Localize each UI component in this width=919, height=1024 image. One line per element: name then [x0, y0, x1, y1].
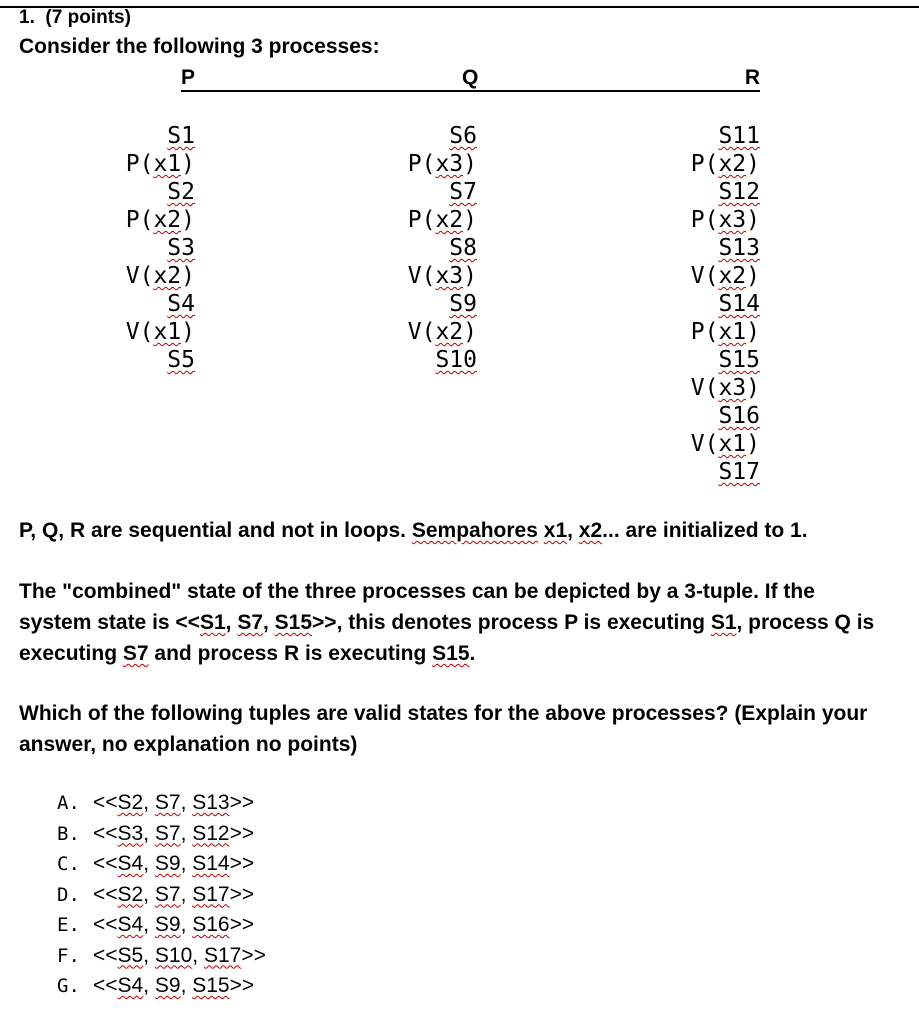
separator: , — [180, 882, 193, 906]
semaphore: x3 — [718, 207, 747, 233]
statement: S9 — [154, 974, 181, 997]
question-points: (7 points) — [45, 7, 131, 28]
option-c — [57, 849, 266, 880]
statement: S4 — [117, 974, 144, 997]
option-letter: C. — [57, 853, 80, 875]
statement: S10 — [435, 347, 477, 373]
statement: S16 — [718, 403, 760, 429]
statement: S5 — [117, 943, 144, 967]
tuple-open: << — [93, 943, 118, 967]
statement: S17 — [192, 882, 230, 906]
tuple-close: >> — [241, 943, 266, 967]
statement: S7 — [449, 179, 477, 205]
paragraph-which-tuples: Which of the following tuples are valid states for the above processes? (Explain your answer, no explanation no points) — [19, 702, 868, 756]
option-f — [57, 941, 266, 972]
statement: S8 — [449, 235, 477, 261]
semaphore: x2 — [578, 519, 603, 542]
semaphore: x2 — [435, 207, 464, 233]
statement: S2 — [117, 882, 144, 906]
semaphore: x2 — [153, 207, 182, 233]
question-number: 1. — [19, 7, 35, 28]
text-run: , — [263, 611, 275, 634]
statement: S7 — [237, 611, 263, 634]
question-header — [19, 6, 131, 30]
tuple-open: << — [93, 913, 118, 936]
statement: S12 — [718, 179, 760, 205]
statement: S15 — [274, 611, 313, 634]
options-list — [57, 788, 266, 1002]
separator: , — [180, 974, 193, 997]
option-letter: E. — [57, 914, 80, 936]
process-name-p: P — [181, 66, 196, 89]
statement: S3 — [117, 821, 144, 845]
process-name-r: R — [744, 66, 760, 89]
statement: S14 — [718, 291, 760, 317]
statement: S4 — [117, 913, 144, 936]
text-run: . — [469, 642, 476, 665]
statement: S13 — [192, 791, 230, 814]
text-run: , — [567, 519, 579, 542]
separator: , — [180, 852, 193, 875]
statement: S9 — [449, 291, 477, 317]
separator: , — [180, 791, 193, 814]
separator: , — [143, 943, 155, 967]
statement: S1 — [167, 123, 195, 149]
question-title: Consider the following 3 processes: — [19, 35, 380, 58]
semaphore: x2 — [153, 263, 182, 289]
text-run: and process R is executing — [148, 642, 433, 665]
separator: , — [180, 913, 193, 936]
semaphore: x2 — [718, 151, 747, 177]
statement: S4 — [167, 291, 195, 317]
statement: S15 — [192, 974, 230, 997]
tuple-close: >> — [229, 882, 255, 906]
tuple-close: >> — [229, 913, 255, 936]
semaphore: x2 — [718, 263, 747, 289]
statement: S2 — [117, 791, 144, 814]
statement: S7 — [154, 882, 181, 906]
option-letter: G. — [57, 975, 80, 997]
text-run: , — [225, 611, 238, 634]
separator: , — [143, 913, 155, 936]
statement: S6 — [449, 123, 477, 149]
statement: S3 — [167, 235, 195, 261]
statement: S4 — [117, 852, 144, 875]
statement: S13 — [718, 235, 760, 261]
tuple-open: << — [93, 821, 118, 845]
semaphore: x3 — [718, 375, 747, 401]
spelling-flagged-word: Sempahores — [411, 519, 538, 542]
statement: S11 — [718, 123, 760, 149]
text-run: P, Q, R are sequential and not in loops. — [19, 519, 412, 542]
top-rule — [0, 6, 919, 8]
statement: S9 — [154, 913, 181, 936]
semaphore: x3 — [435, 263, 464, 289]
tuple-close: >> — [229, 852, 255, 875]
paragraph-semaphores — [19, 515, 899, 546]
tuple-close: >> — [229, 791, 255, 814]
tuple-close: >> — [229, 974, 255, 997]
statement: S10 — [154, 943, 193, 967]
semaphore: x1 — [153, 319, 182, 345]
process-q-column: S6 P(x3) S7 P(x2) S8 V(x3) S9 V(x2) S10 — [407, 123, 477, 373]
separator: , — [180, 821, 193, 845]
statement: S7 — [122, 642, 149, 665]
statement: S1 — [710, 611, 737, 634]
paragraph-combined-state — [19, 576, 889, 669]
statement: S7 — [154, 791, 181, 814]
semaphore: x1 — [543, 519, 568, 542]
separator: , — [143, 974, 155, 997]
separator: , — [143, 821, 155, 845]
separator: , — [143, 791, 155, 814]
statement: S7 — [154, 821, 181, 845]
text-run: ... are initialized to 1. — [602, 519, 808, 542]
statement: S9 — [154, 852, 181, 875]
statement: S14 — [192, 852, 230, 875]
statement: S15 — [718, 347, 760, 373]
option-letter: D. — [57, 883, 80, 906]
option-g — [57, 971, 266, 1002]
statement: S16 — [192, 913, 230, 936]
tuple-open: << — [93, 882, 118, 906]
option-letter: B. — [57, 822, 80, 845]
semaphore: x1 — [153, 151, 182, 177]
option-e — [57, 910, 266, 941]
text-run: , process Q is executing — [19, 611, 875, 665]
semaphore: x1 — [718, 319, 747, 345]
statement: S2 — [167, 179, 195, 205]
process-name-q: Q — [462, 66, 479, 89]
tuple-close: >> — [229, 821, 255, 845]
statement: S5 — [167, 347, 195, 373]
statement: S17 — [203, 943, 242, 967]
tuple-open: << — [93, 974, 118, 997]
semaphore: x1 — [718, 431, 747, 457]
option-a — [57, 788, 266, 819]
process-p-column: S1 P(x1) S2 P(x2) S3 V(x2) S4 V(x1) S5 — [125, 123, 195, 373]
statement: S17 — [718, 459, 760, 485]
text-run: >>, this denotes process P is executing — [312, 611, 711, 634]
option-letter: A. — [57, 792, 80, 814]
separator: , — [143, 882, 155, 906]
tuple-open: << — [93, 852, 118, 875]
option-letter: F. — [57, 944, 80, 967]
statement: S15 — [432, 642, 470, 665]
process-header-p — [181, 66, 462, 92]
semaphore: x2 — [435, 319, 464, 345]
statement: S1 — [199, 611, 226, 634]
process-header-q-r — [462, 66, 760, 92]
option-b — [57, 819, 266, 850]
separator: , — [192, 943, 204, 967]
text-run: The "combined" state of the three processes can be depicted by a 3-tuple. If the system state is << — [19, 580, 815, 634]
option-d — [57, 880, 266, 911]
tuple-open: << — [93, 791, 118, 814]
process-r-column: S11 P(x2) S12 P(x3) S13 V(x2) S14 P(x1) S15 V(x3) S16 V(x1) S17 — [690, 123, 760, 485]
separator: , — [143, 852, 155, 875]
statement: S12 — [192, 821, 230, 845]
semaphore: x3 — [435, 151, 464, 177]
